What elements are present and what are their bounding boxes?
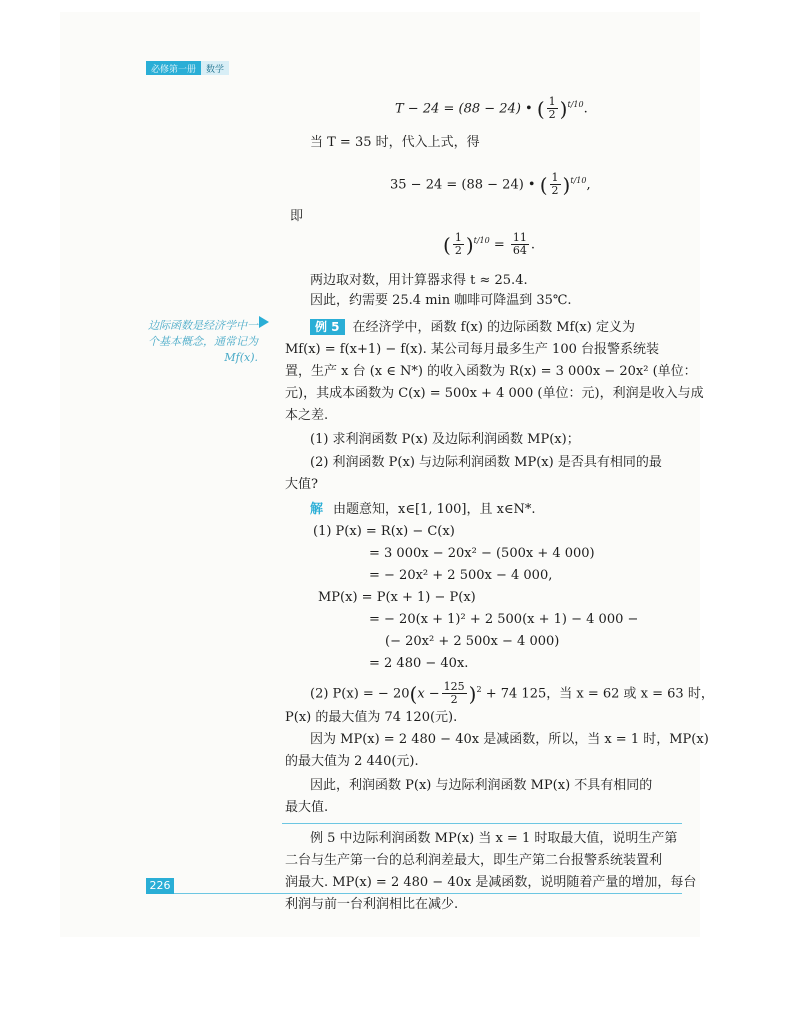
solution-step-6: (− 20x² + 2 500x − 4 000): [385, 634, 560, 649]
eq3-rnum: 11: [512, 231, 527, 245]
eq1-left: T − 24 = (88 − 24) •: [395, 101, 533, 117]
part-2-line-a: [310, 681, 714, 706]
eq3-den: 2: [454, 244, 462, 258]
part-2-line-b: P(x) 的最大值为 74 120(元).: [285, 710, 458, 725]
eq3-fraction: [453, 232, 464, 257]
note-line-2: 二台与生产第一台的总利润差最大，即生产第二台报警系统装置利: [285, 853, 663, 868]
eq2-exponent: t/10: [570, 176, 587, 185]
note-line-1: 例 5 中边际利润函数 MP(x) 当 x = 1 时取最大值，说明生产第: [310, 831, 678, 846]
book-series-label: 必修第一册: [146, 61, 201, 75]
example-line-1: [310, 319, 635, 337]
example-badge: 例 5: [310, 319, 345, 335]
paren-close: ): [465, 232, 474, 257]
paren-close: ): [562, 172, 571, 197]
subject-label: 数学: [201, 61, 229, 75]
example-line-4: 元)，其成本函数为 C(x) = 500x + 4 000 (单位：元)，利润是收入与成: [285, 386, 704, 401]
solution-step-7: = 2 480 − 40x.: [369, 656, 469, 671]
footer-rule: [174, 893, 682, 894]
eq3-result-fraction: [511, 232, 529, 257]
p2-num: 125: [443, 680, 465, 694]
header-tag: [146, 61, 229, 75]
eq3-exponent: t/10: [473, 236, 490, 245]
solution-step-3: = − 20x² + 2 500x − 4 000,: [369, 568, 553, 583]
eq2-den: 2: [551, 184, 559, 198]
ji-label: 即: [290, 209, 304, 224]
note-divider: [282, 823, 682, 824]
eq1-den: 2: [548, 108, 556, 122]
p2-den: 2: [450, 693, 458, 707]
eq3-equals: =: [493, 237, 505, 253]
note-line-4: 利润与前一台利润相比在减少.: [285, 897, 459, 912]
part-3-line-b: 的最大值为 2 440(元).: [285, 754, 419, 769]
solution-label: 解: [310, 502, 324, 517]
line-conclude: 因此，约需要 25.4 min 咖啡可降温到 35℃.: [310, 293, 572, 308]
eq1-fraction: [547, 96, 558, 121]
part-4-line-a: 因此，利润函数 P(x) 与边际利润函数 MP(x) 不具有相同的: [310, 778, 653, 793]
question-2-b: 大值?: [285, 477, 318, 492]
part-3-line-a: 因为 MP(x) = 2 480 − 40x 是减函数，所以，当 x = 1 时，MP(x): [310, 732, 709, 747]
page-number: 226: [146, 878, 174, 894]
eq2-tail: ,: [586, 177, 591, 193]
solution-step-2: = 3 000x − 20x² − (500x + 4 000): [369, 546, 595, 561]
paren-open: (: [539, 172, 548, 197]
eq1-num: 1: [548, 95, 556, 109]
p2-x: x −: [417, 686, 440, 702]
p2-exponent: 2: [476, 685, 482, 694]
question-2-a: (2) 利润函数 P(x) 与边际利润函数 MP(x) 是否具有相同的最: [310, 455, 662, 470]
paren-open: (: [443, 232, 451, 257]
paren-close: ): [559, 96, 568, 121]
example-line-5: 本之差.: [285, 408, 329, 423]
solution-intro-text: 由题意知，x∈[1, 100]，且 x∈N*.: [333, 502, 536, 517]
eq2-left: 35 − 24 = (88 − 24) •: [390, 177, 536, 193]
solution-intro: [310, 501, 536, 519]
note-line-3: 润最大. MP(x) = 2 480 − 40x 是减函数，说明随着产量的增加，每台: [285, 875, 697, 890]
question-1: (1) 求利润函数 P(x) 及边际利润函数 MP(x)；: [310, 432, 580, 447]
paren-close: ): [468, 681, 477, 706]
eq3-num: 1: [454, 231, 462, 245]
paren-open: (: [409, 681, 418, 706]
eq2-fraction: [550, 172, 561, 197]
p2-left: (2) P(x) = − 20: [310, 686, 410, 702]
part-4-line-b: 最大值.: [285, 800, 329, 815]
eq3-rden: 64: [512, 244, 527, 258]
line-log: 两边取对数，用计算器求得 t ≈ 25.4.: [310, 273, 528, 288]
example-line-3: 置，生产 x 台 (x ∈ N*) 的收入函数为 R(x) = 3 000x − 20x² (单位：: [285, 364, 697, 379]
p2-right: + 74 125，当 x = 62 或 x = 63 时，: [485, 686, 714, 702]
equation-2: [390, 172, 591, 197]
equation-3: [443, 232, 535, 257]
paren-open: (: [536, 96, 545, 121]
solution-step-1: (1) P(x) = R(x) − C(x): [313, 524, 455, 539]
equation-1: [395, 96, 588, 121]
side-note: 边际函数是经济学中一个基本概念，通常记为 Mf(x).: [148, 319, 258, 364]
solution-step-5: = − 20(x + 1)² + 2 500(x + 1) − 4 000 −: [369, 612, 639, 627]
solution-step-4: MP(x) = P(x + 1) − P(x): [318, 590, 476, 605]
p2-fraction: [442, 681, 467, 706]
eq1-tail: .: [583, 101, 588, 117]
example-line-2: Mf(x) = f(x+1) − f(x). 某公司每月最多生产 100 台报警系统装: [285, 342, 659, 357]
side-note-arrow-icon: [259, 316, 269, 328]
line-when: 当 T = 35 时，代入上式，得: [310, 135, 480, 150]
eq1-exponent: t/10: [567, 100, 584, 109]
example-l1-text: 在经济学中，函数 f(x) 的边际函数 Mf(x) 定义为: [352, 320, 635, 335]
eq2-num: 1: [551, 171, 559, 185]
eq3-tail: .: [530, 237, 536, 253]
